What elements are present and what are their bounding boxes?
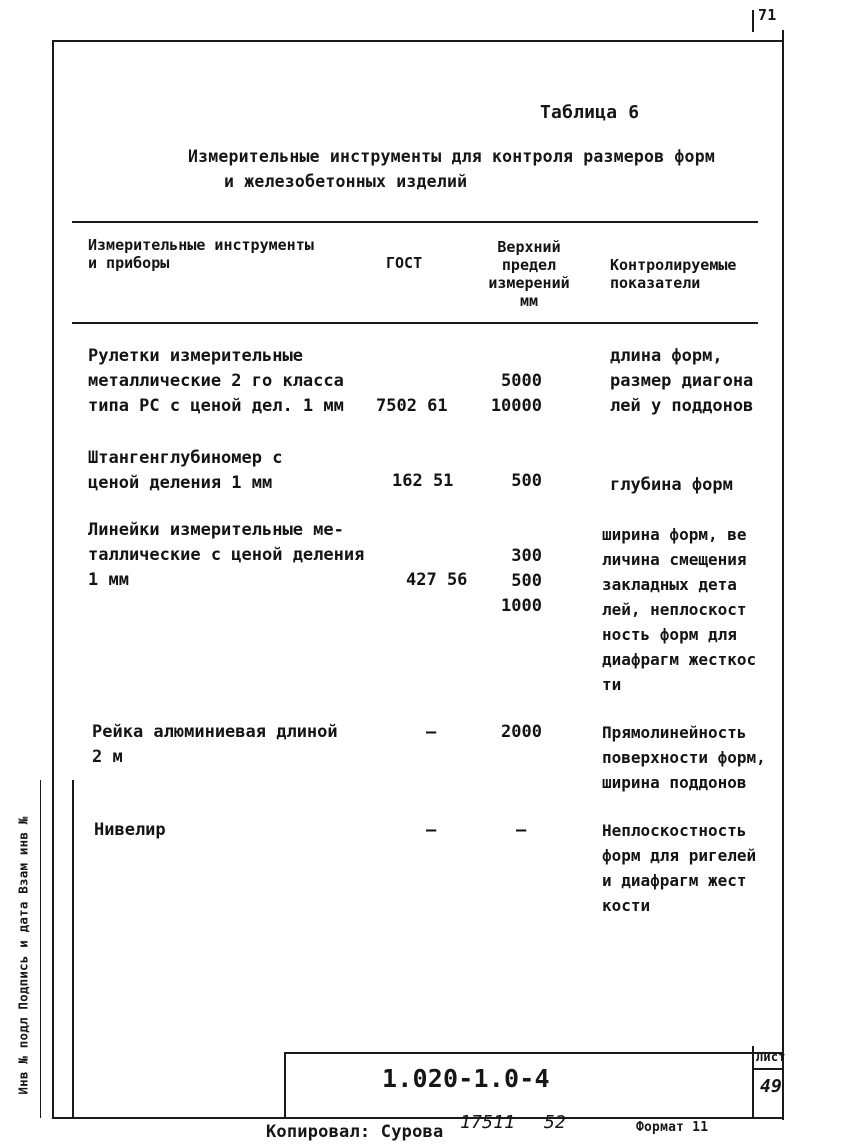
side-stamp-rule bbox=[40, 780, 41, 1118]
row-1-instrument: Рулетки измерительные металлические 2 го класса типа РС с ценой дел. 1 мм bbox=[88, 346, 344, 416]
titleblock-sheet-divider bbox=[752, 1046, 754, 1118]
row-3-limit: 300 500 1000 bbox=[501, 546, 542, 616]
header-upper-limit: Верхний предел измерений мм bbox=[488, 238, 570, 310]
row-5-indicators: Неплоскостность форм для ригелей и диафрагм жест кости bbox=[602, 821, 757, 915]
row-5-gost: – bbox=[426, 820, 437, 840]
header-gost: ГОСТ bbox=[386, 254, 423, 272]
sheet-label: Лист bbox=[756, 1050, 786, 1064]
row-5-limit: – bbox=[516, 820, 527, 840]
row-4-limit: 2000 bbox=[501, 722, 542, 742]
row-4-indicators: Прямолинейность поверхности форм, ширина поддонов bbox=[602, 723, 766, 792]
row-1-limit: 5000 10000 bbox=[490, 371, 542, 416]
side-stamp: Инв № подл Подпись и дата Взам инв № bbox=[15, 816, 31, 1095]
footer-format: Формат 11 bbox=[636, 1120, 709, 1135]
table-header-rule bbox=[72, 322, 758, 324]
table-top-rule bbox=[72, 221, 758, 223]
row-1-gost: 7502 61 bbox=[376, 396, 448, 416]
row-1-indicators: длина форм, размер диагона лей у поддонов bbox=[610, 346, 754, 416]
row-2-indicators: глубина форм bbox=[610, 475, 733, 495]
page-corner-number: 71 bbox=[758, 6, 777, 24]
titleblock-sheet-rule bbox=[752, 1068, 784, 1070]
row-3-gost: 427 56 bbox=[406, 570, 468, 590]
row-3-instrument: Линейки измерительные ме- таллические с ценой деления 1 мм bbox=[88, 520, 365, 590]
row-2-instrument: Штангенглубиномер с ценой деления 1 мм bbox=[88, 448, 283, 493]
row-4-gost: – bbox=[426, 722, 437, 742]
row-4-instrument: Рейка алюминиевая длиной 2 м bbox=[92, 722, 338, 767]
corner-tick bbox=[752, 10, 754, 32]
table-title-line2: и железобетонных изделий bbox=[224, 172, 468, 191]
sheet-number: 49 bbox=[760, 1076, 783, 1097]
header-instruments: Измерительные инструменты и приборы bbox=[88, 236, 314, 272]
row-5-instrument: Нивелир bbox=[94, 820, 166, 840]
frame-right-border bbox=[782, 30, 784, 1120]
titleblock-top bbox=[284, 1052, 784, 1054]
inner-left-border bbox=[72, 780, 74, 1118]
frame-bottom-border bbox=[52, 1117, 784, 1119]
header-indicators: Контролируемые показатели bbox=[610, 256, 737, 292]
table-label: Таблица 6 bbox=[540, 102, 640, 123]
document-code: 1.020-1.0-4 bbox=[382, 1064, 550, 1093]
frame-left-border bbox=[52, 40, 54, 1118]
row-3-indicators: ширина форм, ве личина смещения закладных дета лей, неплоскост ность форм для диафрагм жесткос ти bbox=[602, 525, 757, 694]
table-title-line1: Измерительные инструменты для контроля размеров форм bbox=[188, 147, 715, 166]
footer-second-number: 52 bbox=[544, 1112, 567, 1133]
titleblock-left bbox=[284, 1052, 286, 1118]
footer-number: 17511 bbox=[460, 1112, 516, 1133]
row-2-gost: 162 51 bbox=[392, 471, 454, 491]
footer-copied: Копировал: Сурова bbox=[266, 1122, 444, 1142]
row-2-limit: 500 bbox=[511, 471, 542, 491]
frame-top-border bbox=[52, 40, 784, 42]
